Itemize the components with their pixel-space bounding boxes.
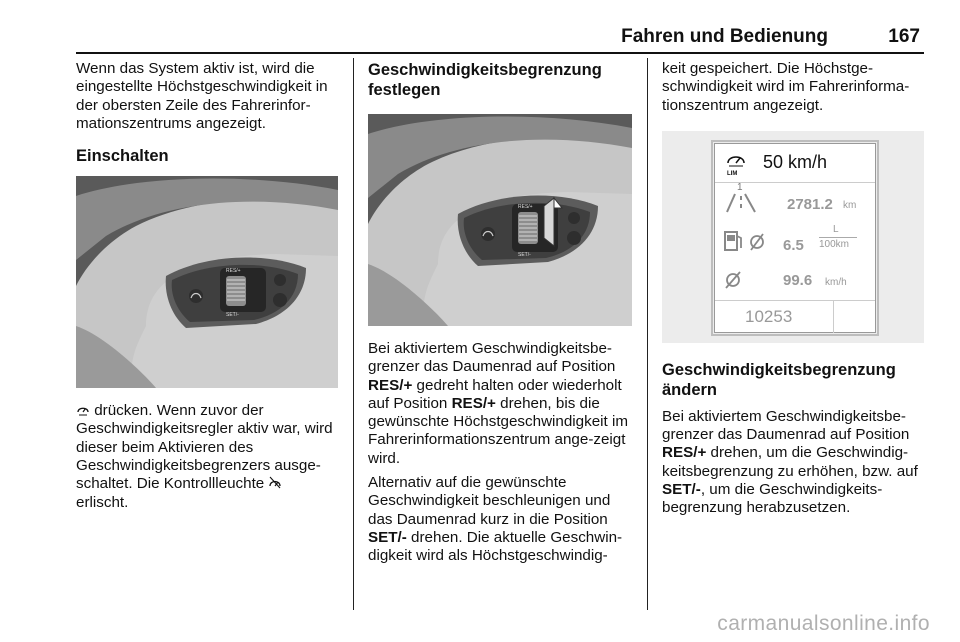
- fuel-unit-bottom: 100km: [819, 238, 850, 250]
- paragraph-aendern: Bei aktiviertem Geschwindigkeitsbe-grenzer das Daumenrad auf Position RES/+ drehen, um die Geschwindig-keitsbegrenzung zu erhöhen, bzw. auf SET/-, um die Geschwindigkeits-begrenzung herabzusetzen.: [662, 407, 918, 517]
- odometer-unit: km: [843, 199, 857, 211]
- speed-limiter-icon: [725, 150, 747, 172]
- watermark: carmanualsonline.info: [717, 612, 930, 635]
- paragraph-festlegen-1: Bei aktiviertem Geschwindigkeitsbe-grenzer das Daumenrad auf Position RES/+ gedreht halten oder wiederholt auf Position RES/+ drehen, bis die gewünschte Höchstgeschwindigkeit im Fahrerinformationszentrum ange-zeigt wird.: [368, 340, 629, 467]
- trip-index: 1: [737, 181, 743, 193]
- page-header: [76, 22, 924, 52]
- switch-label-res: RES/+: [226, 268, 241, 275]
- fuel-pump-icon: [723, 228, 773, 254]
- heading-einschalten: Einschalten: [76, 147, 169, 166]
- fuel-consumption-value: 6.5: [783, 236, 804, 254]
- speed-limiter-icon: [76, 403, 90, 416]
- heading-aendern: Geschwindigkeitsbegrenzung ändern: [662, 360, 896, 399]
- heading-festlegen: Geschwindigkeitsbegrenzung festlegen: [368, 61, 602, 99]
- switch-label-res-2: RES/+: [518, 204, 533, 210]
- column-1: [76, 60, 338, 512]
- chapter-title: Fahren und Bedienung: [621, 26, 828, 47]
- average-icon: [723, 270, 743, 290]
- total-odometer: 10253: [745, 306, 793, 326]
- speed-limit-value: 50 km/h: [763, 151, 828, 172]
- switch-label-set-2: SET/-: [518, 252, 531, 258]
- switch-label-set: SET/-: [226, 312, 239, 319]
- column-divider-2: [647, 58, 648, 610]
- average-speed-value: 99.6: [783, 271, 813, 289]
- average-speed-unit: km/h: [825, 276, 847, 288]
- step-paragraph: drücken. Wenn zuvor der Geschwindigkeitsregler aktiv war, wird dieser beim Aktivieren des Geschwindigkeitsbegrenzers ausge-schaltet. Die Kontrollleuchte erlischt.: [76, 402, 333, 511]
- lim-label: LIM: [727, 170, 738, 177]
- dic-display: [714, 143, 876, 333]
- trip-road-icon: [723, 192, 759, 214]
- steering-wheel-figure-2: [368, 114, 632, 326]
- header-rule: [76, 52, 924, 54]
- driver-info-display-figure: [662, 131, 924, 343]
- column-3: [662, 60, 924, 518]
- intro-paragraph: Wenn das System aktiv ist, wird die eingestellte Höchstgeschwindigkeit in der obersten Zeile des Fahrerinfor-mationszentrums angezeigt.: [76, 60, 328, 132]
- fuel-unit-top: L: [833, 223, 839, 235]
- cruise-control-off-icon: [268, 476, 282, 489]
- steering-wheel-figure-1: [76, 176, 338, 388]
- paragraph-continuation: keit gespeichert. Die Höchstge-schwindigkeit wird im Fahrerinforma-tionszentrum angezeigt.: [662, 60, 910, 114]
- column-2: [368, 60, 632, 566]
- paragraph-festlegen-2: Alternativ auf die gewünschte Geschwindigkeit beschleunigen und das Daumenrad kurz in die Position SET/- drehen. Die aktuelle Geschwin-digkeit wird als Höchstgeschwindig-: [368, 474, 623, 565]
- column-divider-1: [353, 58, 354, 610]
- page-number: 167: [888, 26, 920, 47]
- odometer-value: 2781.2: [787, 195, 833, 213]
